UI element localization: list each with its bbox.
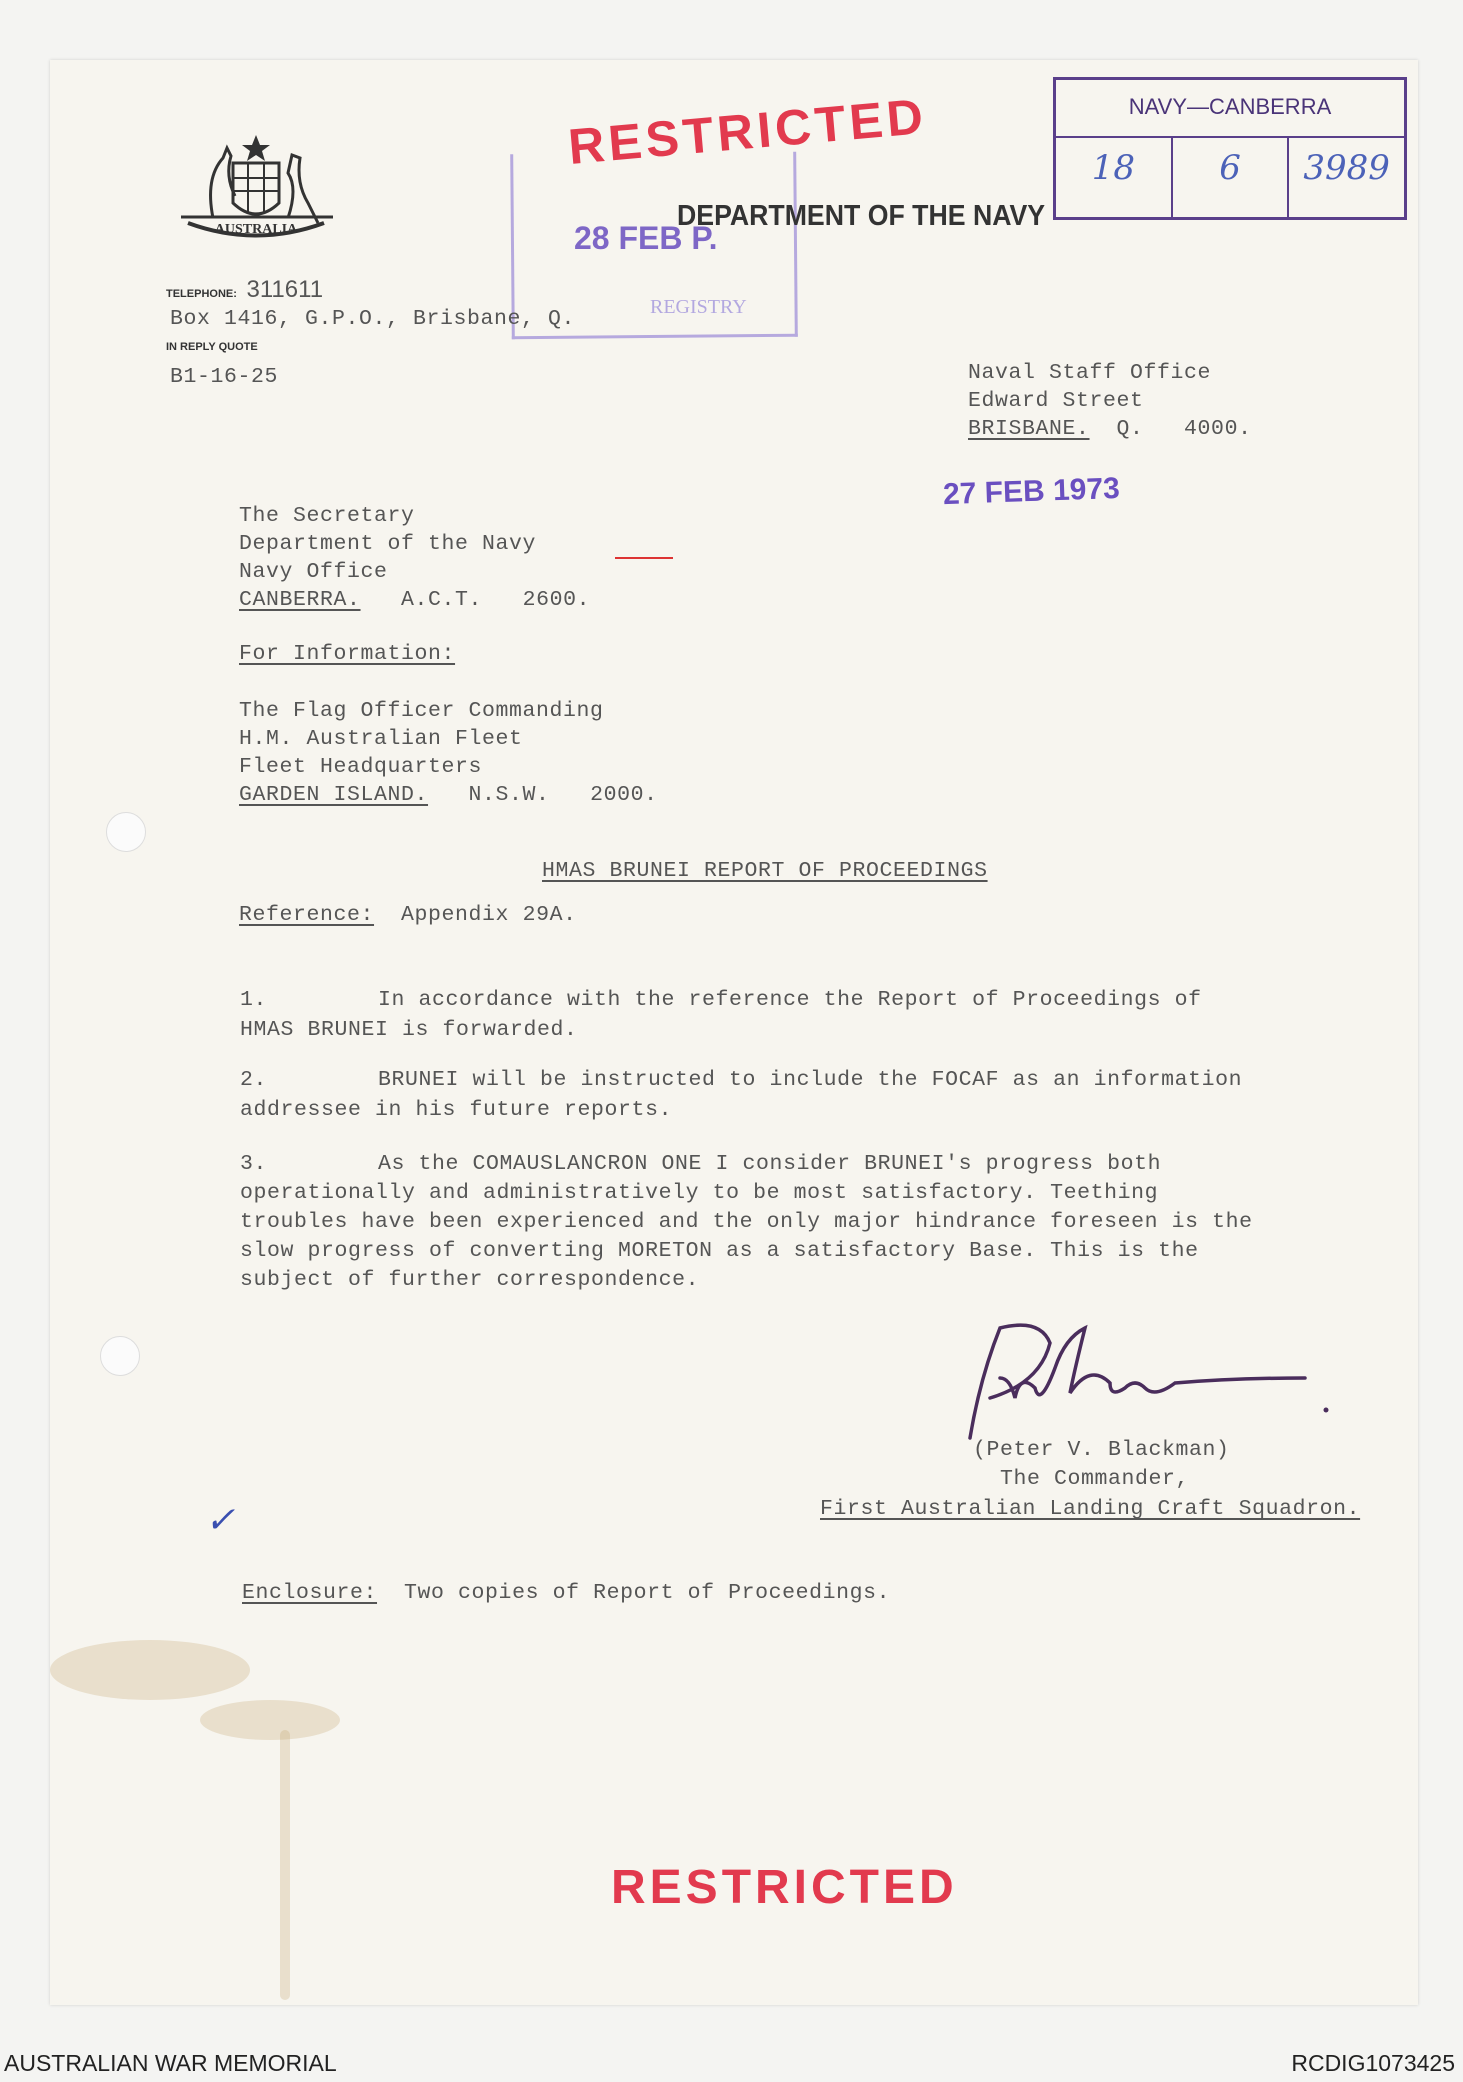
recipient-line: Navy Office [239, 560, 388, 584]
paragraph-line: In accordance with the reference the Report of Proceedings of [378, 988, 1202, 1012]
red-pen-mark [615, 557, 673, 559]
reference-line [239, 903, 577, 927]
water-stain [280, 1730, 290, 2000]
paragraph-number: 2. [240, 1068, 268, 1092]
recipient-line: The Secretary [239, 504, 415, 528]
restricted-stamp-top: RESTRICTED [566, 87, 930, 176]
paragraph-line: operationally and administratively to be most satisfactory. Teething [240, 1181, 1159, 1205]
reference-value: Appendix 29A. [401, 903, 577, 927]
recipient-block [239, 502, 590, 614]
signatory-title: The Commander, [1000, 1467, 1190, 1491]
sender-block [968, 359, 1252, 443]
for-information-label: For Information: [239, 642, 456, 666]
paragraph-1 [240, 985, 1202, 1045]
info-recipient-postcode: N.S.W. 2000. [468, 783, 658, 807]
stamp-cell: 18 [1091, 148, 1135, 188]
paragraph-line: subject of further correspondence. [240, 1268, 700, 1292]
paragraph-number: 1. [240, 988, 268, 1012]
footer-archive-name: AUSTRALIAN WAR MEMORIAL [4, 2050, 337, 2076]
subject-heading: HMAS BRUNEI REPORT OF PROCEEDINGS [542, 859, 988, 883]
signatory-name: (Peter V. Blackman) [973, 1438, 1230, 1462]
paragraph-line: As the COMAUSLANCRON ONE I consider BRUNEI's progress both [378, 1152, 1162, 1176]
paragraph-line: BRUNEI will be instructed to include the FOCAF as an information [378, 1068, 1243, 1092]
sender-postcode: Q. 4000. [1116, 417, 1252, 441]
paragraph-line: HMAS BRUNEI is forwarded. [240, 1018, 578, 1042]
coat-of-arms-logo [173, 133, 339, 251]
received-date-stamp: 28 FEB P. [574, 220, 718, 256]
telephone-label: TELEPHONE: [166, 288, 237, 300]
paragraph-line: slow progress of converting MORETON as a satisfactory Base. This is the [240, 1239, 1199, 1263]
sender-line: Edward Street [968, 389, 1144, 413]
reference-label: Reference: [239, 903, 375, 927]
recipient-city: CANBERRA. [239, 588, 361, 612]
water-stain [200, 1700, 340, 1740]
blue-tick-mark: ✓ [205, 1500, 236, 1541]
info-recipient-city: GARDEN ISLAND. [239, 783, 429, 807]
punch-hole [100, 1336, 140, 1376]
info-recipient-block [239, 697, 658, 809]
paragraph-number: 3. [240, 1152, 268, 1176]
sender-line: Naval Staff Office [968, 361, 1212, 385]
paragraph-line: troubles have been experienced and the only major hindrance foreseen is the [240, 1210, 1253, 1234]
navy-canberra-header: NAVY—CANBERRA [1128, 94, 1332, 119]
enclosure-value: Two copies of Report of Proceedings. [404, 1581, 891, 1605]
enclosure-line [242, 1581, 890, 1605]
enclosure-label: Enclosure: [242, 1581, 378, 1605]
info-recipient-line: H.M. Australian Fleet [239, 727, 523, 751]
recipient-postcode: A.C.T. 2600. [401, 588, 591, 612]
reply-reference: B1-16-25 [170, 365, 279, 389]
department-heading: DEPARTMENT OF THE NAVY [677, 200, 1046, 232]
sender-city: BRISBANE. [968, 417, 1090, 441]
water-stain [50, 1640, 250, 1700]
crest-text: AUSTRALIA [214, 222, 298, 237]
stamp-cell: 6 [1171, 138, 1288, 217]
registry-stamp-text: REGISTRY [650, 296, 747, 318]
reply-quote-label: IN REPLY QUOTE [166, 341, 258, 353]
telephone-line [166, 276, 323, 304]
recipient-line: Department of the Navy [239, 532, 537, 556]
footer-record-id: RCDIG1073425 [1291, 2050, 1455, 2076]
restricted-stamp-bottom: RESTRICTED [611, 1861, 958, 1914]
navy-canberra-stamp [1053, 77, 1407, 220]
sender-address: Box 1416, G.P.O., Brisbane, Q. [170, 307, 576, 331]
info-recipient-line: Fleet Headquarters [239, 755, 483, 779]
paragraph-line: addressee in his future reports. [240, 1098, 673, 1122]
stamp-cell: 3989 [1287, 138, 1404, 217]
telephone-number: 311611 [246, 276, 324, 303]
date-stamp: 27 FEB 1973 [942, 471, 1121, 512]
punch-hole [106, 812, 146, 852]
signatory-unit: First Australian Landing Craft Squadron. [820, 1497, 1361, 1521]
info-recipient-line: The Flag Officer Commanding [239, 699, 604, 723]
paragraph-3 [240, 1150, 1253, 1295]
paragraph-2 [240, 1065, 1242, 1125]
handwritten-signature [930, 1318, 1340, 1453]
